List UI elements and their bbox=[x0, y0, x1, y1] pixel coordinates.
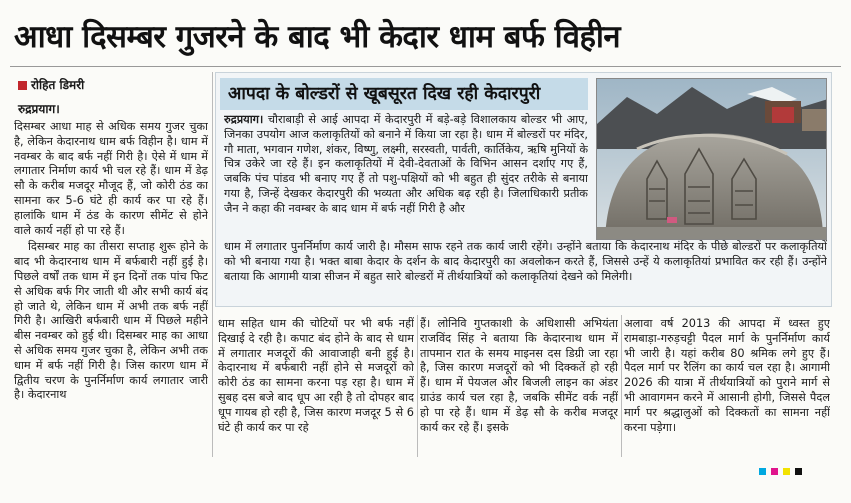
column-divider bbox=[417, 315, 418, 457]
box-dateline: रुद्रप्रयाग। bbox=[224, 113, 264, 126]
column-1-paragraph-1: दिसम्बर आधा माह से अधिक समय गुजर चुका है, लेकिन केदारनाथ धाम बर्फ विहीन है। धाम में नवम्बर के बाद बर्फ नहीं गिरी है। ऐसे में धाम में लगातार निर्माण कार्य भी चल रहे हैं। धाम में डेढ़ सौ के करीब मजदूर मौजूद हैं, जो कोरी ठंड का सामना कर 5-6 घंटे ही कार्य कर पा रहे हैं। हालांकि धाम में ठंड के कारण सीमेंट से होने वाले कार्य नहीं हो पा रहे हैं। bbox=[14, 120, 208, 237]
headline-rule bbox=[10, 66, 841, 67]
column-3 bbox=[420, 317, 618, 457]
column-4 bbox=[624, 317, 830, 457]
registration-mark-magenta bbox=[771, 468, 778, 475]
column-divider bbox=[212, 72, 213, 457]
column-3-text: हैं। लोनिवि गुप्तकाशी के अधिशासी अभियंता राजविंद सिंह ने बताया कि केदारनाथ धाम में तापमान रात के समय माइनस दस डिग्री जा रहा है, जिस कारण मजदूरों को भी दिक्कतें हो रही हैं। धाम में पेयजल और बिजली लाइन का अंडर ग्राउंड कार्य चल रहा है, जबकि सीमेंट वर्क नहीं हो पा रहे हैं। धाम में डेढ़ सौ के करीब मजदूर कार्य कर रहे हैं। इसके bbox=[420, 317, 618, 434]
registration-mark-yellow bbox=[783, 468, 790, 475]
headline: आधा दिसम्बर गुजरने के बाद भी केदार धाम बर्फ विहीन bbox=[14, 19, 621, 55]
registration-mark-cyan bbox=[759, 468, 766, 475]
column-2-text: धाम सहित धाम की चोटियों पर भी बर्फ नहीं दिखाई दे रही है। कपाट बंद होने के बाद से धाम में लगातार मजदूरों की आवाजाही बनी हुई है। केदारनाथ में बर्फबारी नहीं होने से मजदूरों को कोरी ठंड का सामना करना पड़ रहा है। धाम में सुबह दस बजे बाद धूप आ रही है तो दोपहर बाद धूप गायब हो रही है, जिस कारण मजदूर 5 से 6 घंटे ही कार्य कर पा रहे bbox=[218, 317, 414, 434]
byline-name: रोहित डिमरी bbox=[31, 78, 85, 92]
registration-mark-black bbox=[795, 468, 802, 475]
byline-marker-icon bbox=[18, 81, 27, 90]
box-paragraph-upper: चौराबाड़ी से आई आपदा में केदारपुरी में बड़े-बड़े विशालकाय बोल्डर भी आए, जिनका उपयोग आज कलाकृतियों को बनाने में किया जा रहा है। धाम में बोल्डरों पर मंदिर, गौ माता, भगवान गणेश, शंकर, विष्णु, लक्ष्मी, सरस्वती, पार्वती, कार्तिकेय, ऋषि मुनियों के चित्र उकेरे जा रहे हैं। इन कलाकृतियों में देवी-देवताओं के विभिन आसन दर्शाए गए हैं, जबकि पंच पांडव भी बनाए गए हैं तो पशु-पक्षियों को भी बहुत ही सुंदर तरीके से बनाया गया है, जिन्हें देखकर केदारपुरी की भव्यता और अधिक बढ़ रही है। जिलाधिकारी प्रतीक जैन ने कहा की नवम्बर के बाद धाम में बर्फ नहीं गिरी है और bbox=[224, 113, 588, 215]
box-text-upper bbox=[224, 113, 588, 240]
column-1 bbox=[14, 120, 208, 452]
boulder-carvings-photo bbox=[596, 78, 827, 240]
column-4-text: अलावा वर्ष 2013 की आपदा में ध्वस्त हुए रामबाड़ा-गरुड़चट्टी पैदल मार्ग के पुनर्निर्माण कार्य भी जारी है। यहां करीब 80 श्रमिक लगे हुए हैं। पैदल मार्ग पर रैलिंग का कार्य चल रहा है। आगामी 2026 की यात्रा में तीर्थयात्रियों को पुराने मार्ग से भी आवागमन करने में आसानी होगी, जिससे पैदल मार्ग पर श्रद्धालुओं को दिक्कतों का सामना नहीं करना पड़ेगा। bbox=[624, 317, 830, 434]
boulder-carvings-image bbox=[597, 79, 827, 240]
box-paragraph-lower: धाम में लगातार पुनर्निर्माण कार्य जारी है। मौसम साफ रहने तक कार्य जारी रहेंगे। उन्होंने बताया कि केदारनाथ मंदिर के पीछे बोल्डरों पर कलाकृतियों को भी बनाया गया है। भक्त बाबा केदार के दर्शन के बाद केदारपुरी का अवलोकन करते हैं, जिससे उन्हें ये कलाकृतियां प्रभावित कर रही हैं। उन्होंने बताया कि आगामी यात्रा सीजन में बहुत सारे बोल्डरों में तीर्थयात्रियों को कलाकृतियां देखने को मिलेगी। bbox=[224, 240, 827, 283]
column-1-paragraph-2: दिसम्बर माह का तीसरा सप्ताह शुरू होने के बाद भी केदारनाथ धाम में बर्फबारी नहीं हुई है। पिछले वर्षों तक धाम में इन दिनों तक पांच फिट से अधिक बर्फ गिर जाती थी और सभी कार्य बंद हो जाते थे, लेकिन धाम में अभी तक बर्फ नहीं गिरी है। आखिरी बर्फबारी धाम में पिछले महीने बीस नवम्बर को हुई थी। दिसम्बर माह का आधा से अधिक समय गुजर चुका है, लेकिन अभी तक धाम में बर्फ नहीं गिरी है। जिस कारण धाम में द्वितीय चरण के पुनर्निर्माण कार्य लगातार जारी है। केदारनाथ bbox=[14, 240, 208, 402]
box-subheadline: आपदा के बोल्डरों से खूबसूरत दिख रही केदारपुरी bbox=[220, 78, 588, 110]
dateline: रुद्रप्रयाग। bbox=[18, 102, 60, 116]
byline bbox=[18, 76, 208, 92]
box-text-lower bbox=[224, 240, 827, 304]
column-2 bbox=[218, 317, 414, 457]
column-divider bbox=[621, 315, 622, 457]
